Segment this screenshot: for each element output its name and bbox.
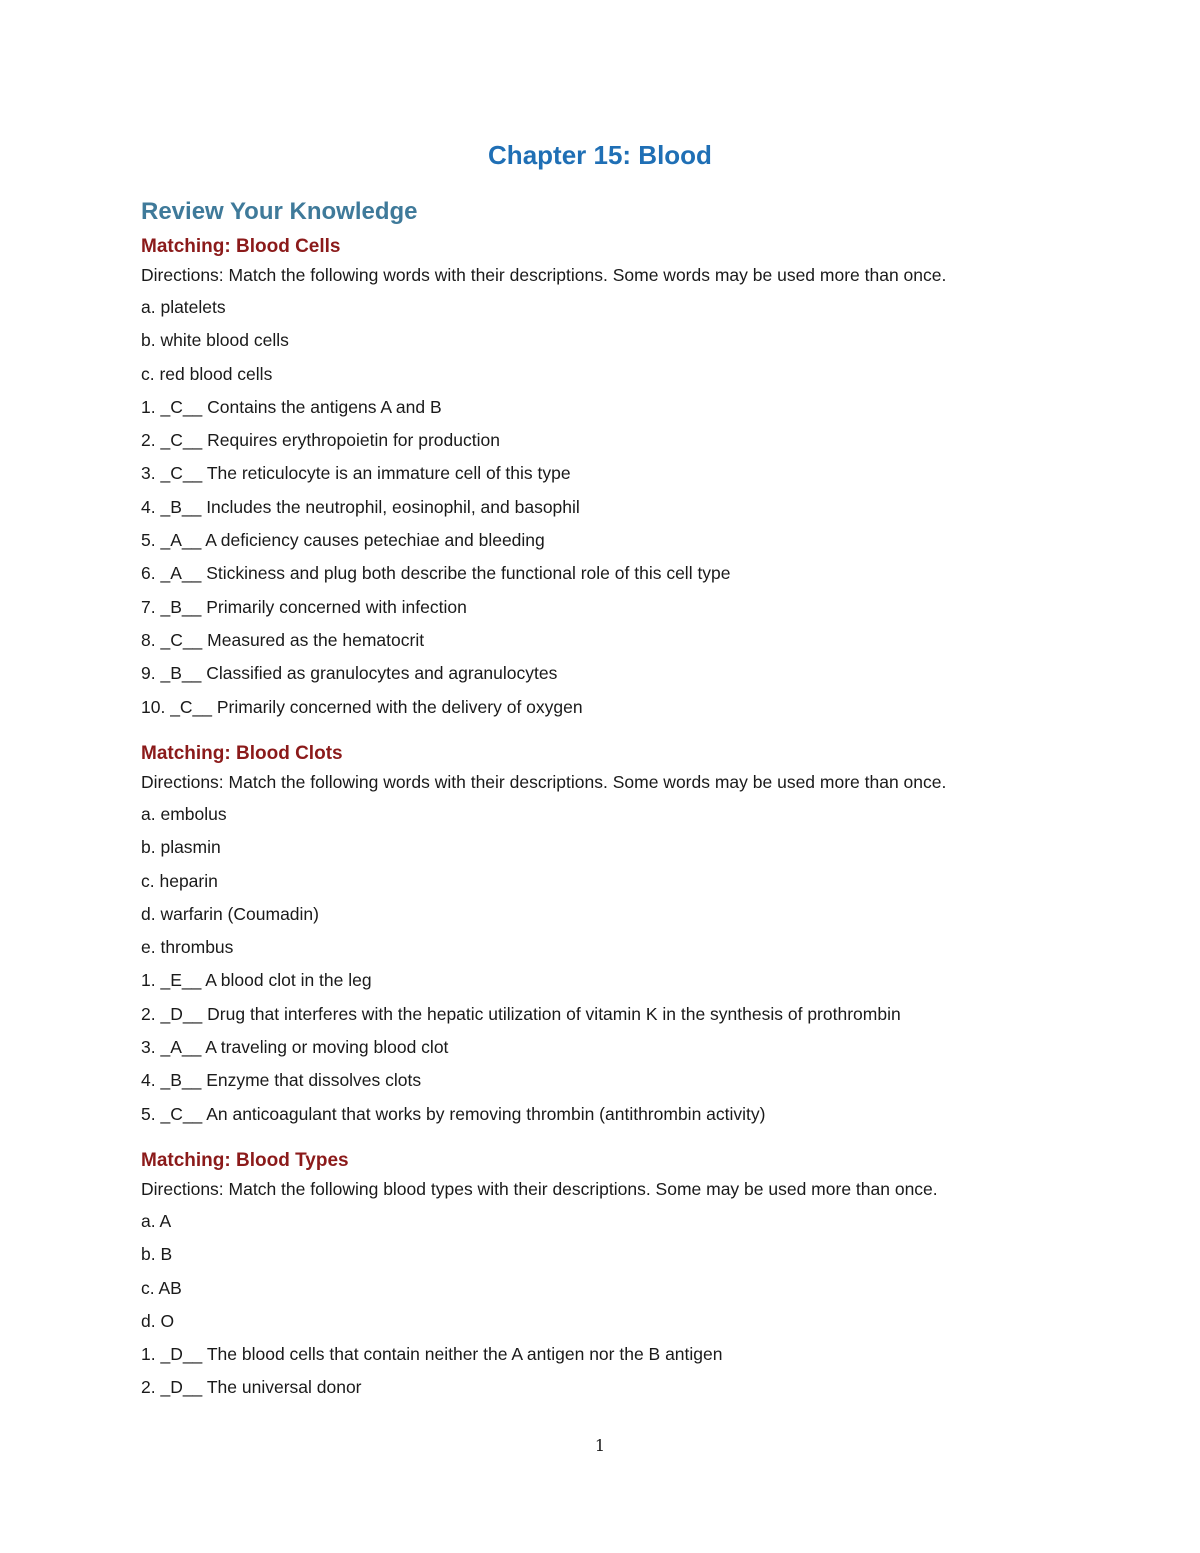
question-item: 5. _A__ A deficiency causes petechiae and bleeding bbox=[141, 530, 545, 551]
question-item: 2. _D__ The universal donor bbox=[141, 1377, 362, 1398]
question-item: 2. _D__ Drug that interferes with the hepatic utilization of vitamin K in the synthesis of prothrombin bbox=[141, 1003, 901, 1024]
question-item: 6. _A__ Stickiness and plug both describe the functional role of this cell type bbox=[141, 563, 731, 584]
chapter-title: Chapter 15: Blood bbox=[488, 140, 712, 170]
question-item: 3. _C__ The reticulocyte is an immature cell of this type bbox=[141, 463, 571, 484]
section-blood-types bbox=[141, 1148, 1141, 1405]
directions-text: Directions: Match the following blood types with their descriptions. Some may be used more than once. bbox=[141, 1179, 938, 1199]
review-heading: Review Your Knowledge bbox=[141, 198, 418, 225]
option-item: a. A bbox=[141, 1211, 172, 1231]
question-item: 1. _E__ A blood clot in the leg bbox=[141, 970, 372, 991]
option-item: c. red blood cells bbox=[141, 363, 273, 384]
question-item: 10. _C__ Primarily concerned with the delivery of oxygen bbox=[141, 696, 583, 717]
question-item: 8. _C__ Measured as the hematocrit bbox=[141, 629, 425, 650]
section-title: Matching: Blood Clots bbox=[141, 743, 343, 764]
option-item: b. white blood cells bbox=[141, 330, 289, 351]
section-title: Matching: Blood Cells bbox=[141, 236, 341, 257]
option-item: b. plasmin bbox=[141, 837, 221, 858]
option-item: c. heparin bbox=[141, 870, 218, 891]
option-item: e. thrombus bbox=[141, 937, 234, 958]
question-item: 5. _C__ An anticoagulant that works by removing thrombin (antithrombin activity) bbox=[141, 1103, 766, 1124]
option-item: c. AB bbox=[141, 1277, 182, 1298]
section-title: Matching: Blood Types bbox=[141, 1150, 349, 1171]
option-item: a. embolus bbox=[141, 804, 227, 824]
question-item: 1. _D__ The blood cells that contain neither the A antigen nor the B antigen bbox=[141, 1344, 723, 1365]
question-item: 2. _C__ Requires erythropoietin for production bbox=[141, 430, 500, 451]
directions-text: Directions: Match the following words with their descriptions. Some words may be used more than once. bbox=[141, 265, 947, 285]
option-item: d. warfarin (Coumadin) bbox=[141, 903, 319, 924]
page-number: 1 bbox=[594, 1436, 606, 1455]
question-item: 4. _B__ Includes the neutrophil, eosinophil, and basophil bbox=[141, 496, 580, 517]
question-item: 1. _C__ Contains the antigens A and B bbox=[141, 396, 442, 417]
question-item: 9. _B__ Classified as granulocytes and agranulocytes bbox=[141, 663, 558, 684]
option-item: a. platelets bbox=[141, 297, 226, 317]
section-blood-cells bbox=[141, 234, 1141, 724]
question-item: 3. _A__ A traveling or moving blood clot bbox=[141, 1037, 449, 1058]
option-item: d. O bbox=[141, 1310, 175, 1331]
question-item: 7. _B__ Primarily concerned with infection bbox=[141, 596, 467, 617]
directions-text: Directions: Match the following words with their descriptions. Some words may be used more than once. bbox=[141, 772, 947, 792]
question-item: 4. _B__ Enzyme that dissolves clots bbox=[141, 1070, 422, 1091]
option-item: b. B bbox=[141, 1244, 173, 1265]
section-blood-clots bbox=[141, 741, 1141, 1131]
